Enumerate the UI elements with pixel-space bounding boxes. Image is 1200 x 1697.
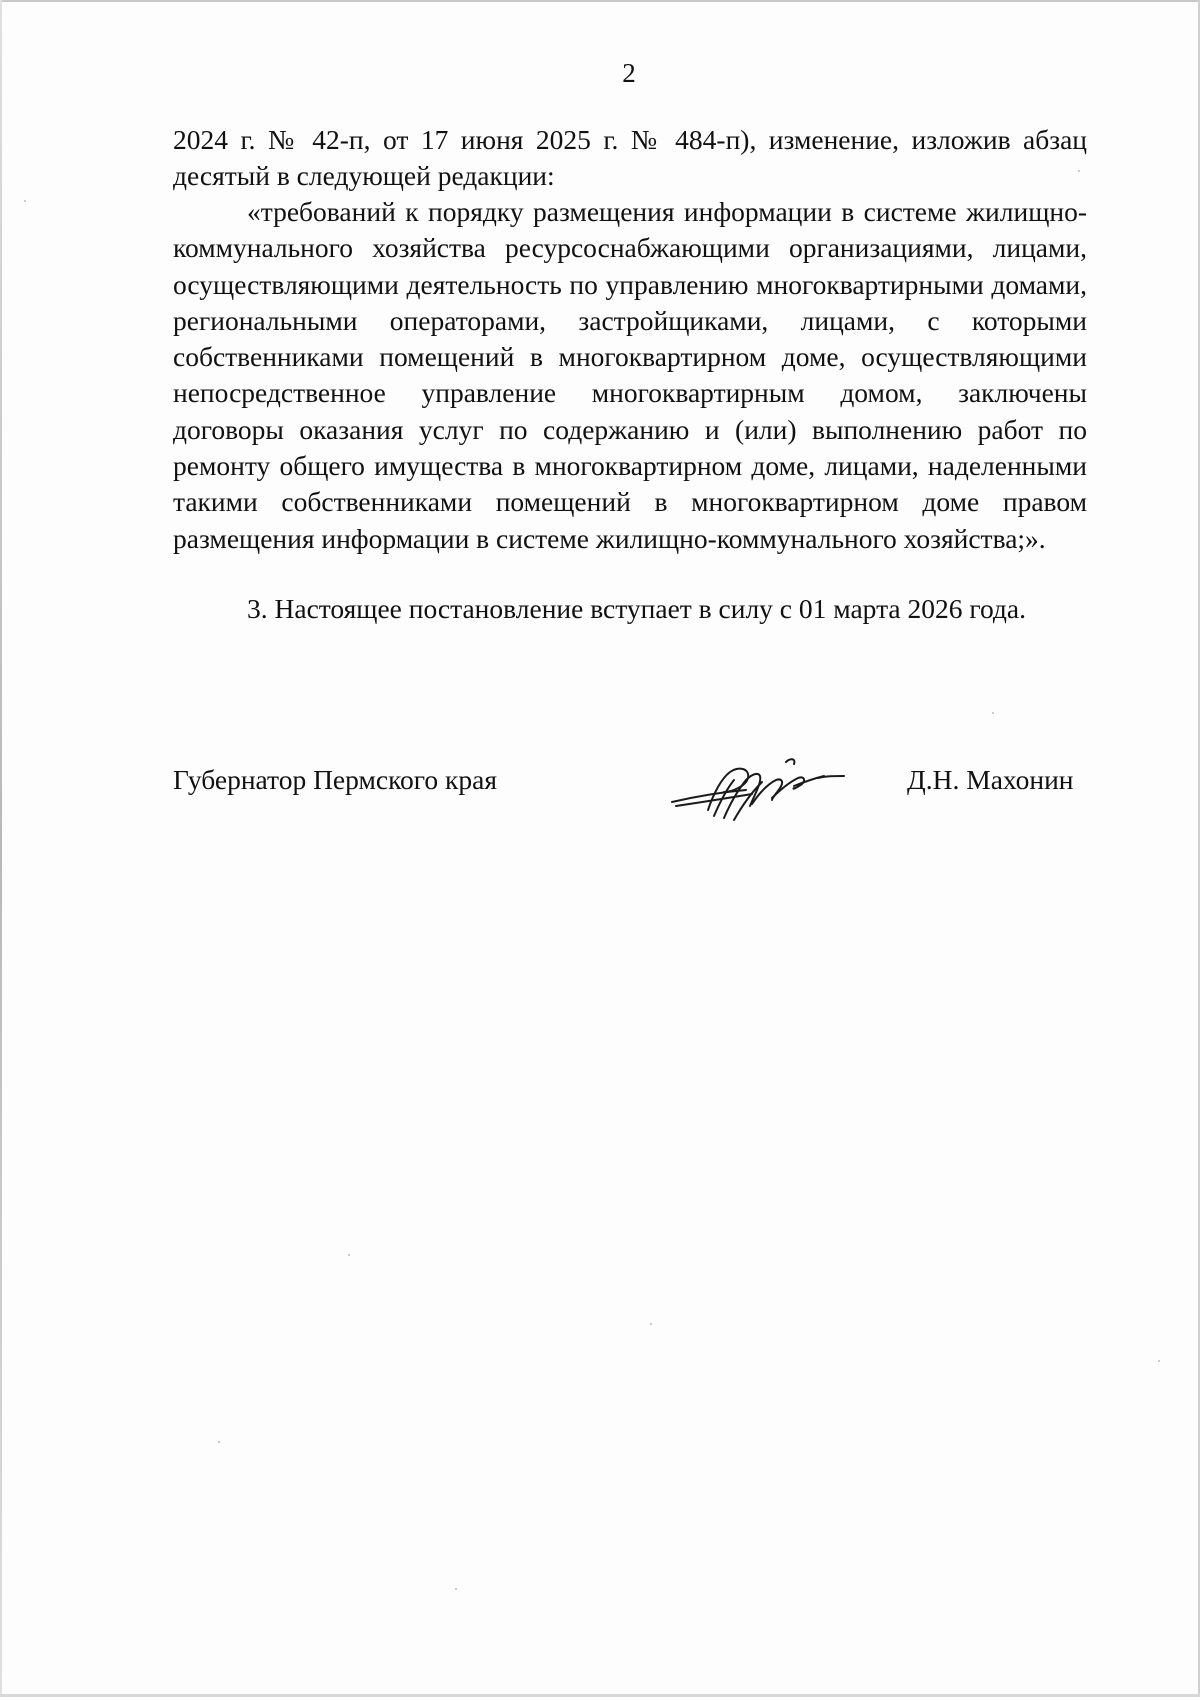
handwritten-signature [668,752,848,822]
scan-speck [1158,1360,1160,1362]
signatory-title: Губернатор Пермского края [173,764,497,795]
scan-speck [24,200,26,202]
paragraph-text: 2024 г. № 42-п, от 17 июня 2025 г. № 484-п), изменение, изложив абзац десятый в следующей редакции: [173,124,1087,192]
page-number: 2 [622,58,636,88]
scan-speck [218,1441,220,1443]
paragraph-continuation [173,122,1087,195]
paragraph-text: «требований к порядку размещения информации в системе жилищно-коммунального хозяйства ресурсоснабжающими организациями, лицами, осуществляющими деятельность по управлению многоквартирными домами, региональными операторами, застройщиками, лицами, с которыми собственниками помещений в многоквартирном доме, осуществляющими непосредственное управление многоквартирным домом, заключены договоры оказания услуг по содержанию и (или) выполнению работ по ремонту общего имущества в многоквартирном доме, лицами, наделенными такими собственниками помещений в многоквартирном доме правом размещения информации в системе жилищно-коммунального хозяйства;». [173,196,1087,554]
scan-speck [348,1254,350,1256]
scan-speck [455,1588,457,1590]
scan-edge-top [0,0,1200,2]
scan-speck [1078,170,1080,172]
scan-speck [650,1323,652,1325]
scan-edge-left [0,0,2,1697]
paragraph-text: 3. Настоящее постановление вступает в силу с 01 марта 2026 года. [247,593,1026,624]
scan-speck [992,712,994,714]
paragraph-quoted-wording [173,194,1087,557]
paragraph-item-3 [173,591,1087,627]
signatory-name: Д.Н. Махонин [907,764,1074,795]
